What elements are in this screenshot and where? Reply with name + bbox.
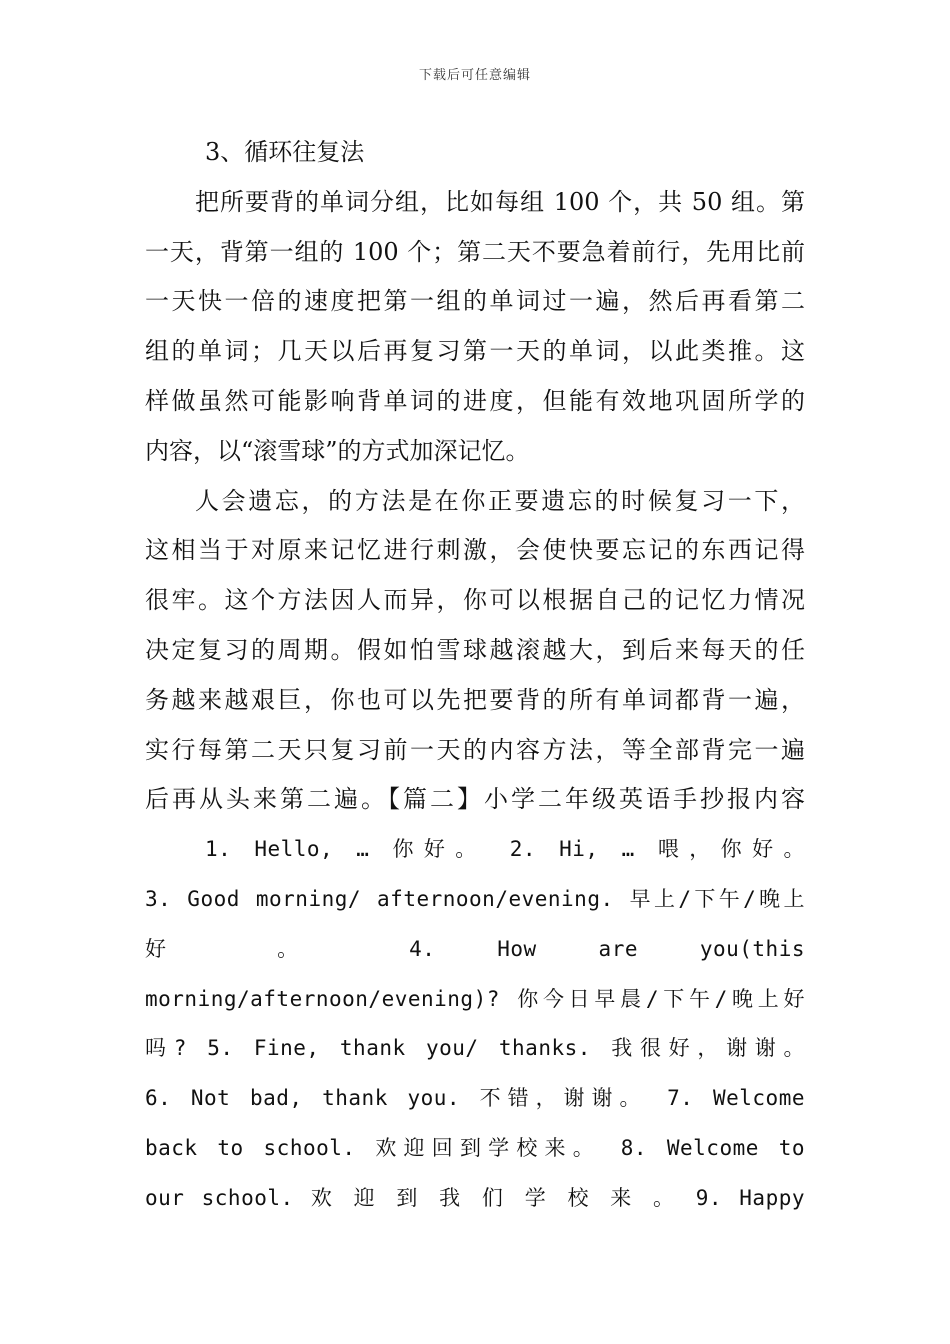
paragraph-line: 组的单词；几天以后再复习第一天的单词，以此类推。这	[145, 337, 805, 366]
phrase-line: 6. Not bad, thank you. 不错，谢谢。 7. Welcome	[145, 1086, 805, 1111]
document-body	[145, 128, 805, 1224]
section-heading: 3、循环往复法	[205, 138, 365, 166]
phrase-line: 吗? 5. Fine, thank you/ thanks. 我很好，谢谢。	[145, 1036, 805, 1061]
phrase-line: 1. Hello, … 你好。 2. Hi, … 喂，你好。	[205, 837, 805, 862]
paragraph-line: 一天，背第一组的 100 个；第二天不要急着前行，先用比前	[145, 237, 805, 266]
phrase-line: 好 。 4. How are you(this	[145, 936, 805, 961]
paragraph-line: 一天快一倍的速度把第一组的单词过一遍，然后再看第二	[145, 287, 805, 316]
phrase-line: 3. Good morning/ afternoon/evening. 早上/下午/晚上	[145, 886, 805, 911]
phrase-line: back to school. 欢迎回到学校来。 8. Welcome to	[145, 1135, 805, 1160]
phrase-line: morning/afternoon/evening)? 你今日早晨/下午/晚上好	[145, 986, 805, 1011]
paragraph-line: 内容，以“滚雪球”的方式加深记忆。	[145, 436, 530, 465]
paragraph-line: 很牢。这个方法因人而异，你可以根据自己的记忆力情况	[145, 586, 805, 615]
paragraph-line: 实行每第二天只复习前一天的内容方法，等全部背完一遍	[145, 735, 805, 764]
paragraph-line: 把所要背的单词分组，比如每组 100 个，共 50 组。第	[195, 187, 805, 216]
paragraph-line: 这相当于对原来记忆进行刺激，会使快要忘记的东西记得	[145, 536, 805, 565]
phrase-line: our school. 欢 迎 到 我 们 学 校 来 。 9. Happy	[145, 1185, 805, 1210]
page-header: 下载后可任意编辑	[418, 68, 531, 83]
paragraph-line: 务越来越艰巨，你也可以先把要背的所有单词都背一遍，	[145, 685, 805, 714]
paragraph-line: 后再从头来第二遍。【篇二】小学二年级英语手抄报内容	[145, 785, 805, 814]
paragraph-line: 样做虽然可能影响背单词的进度，但能有效地巩固所学的	[145, 386, 805, 415]
paragraph-line: 决定复习的周期。假如怕雪球越滚越大，到后来每天的任	[145, 635, 805, 664]
paragraph-line: 人会遗忘，的方法是在你正要遗忘的时候复习一下，	[195, 486, 805, 515]
